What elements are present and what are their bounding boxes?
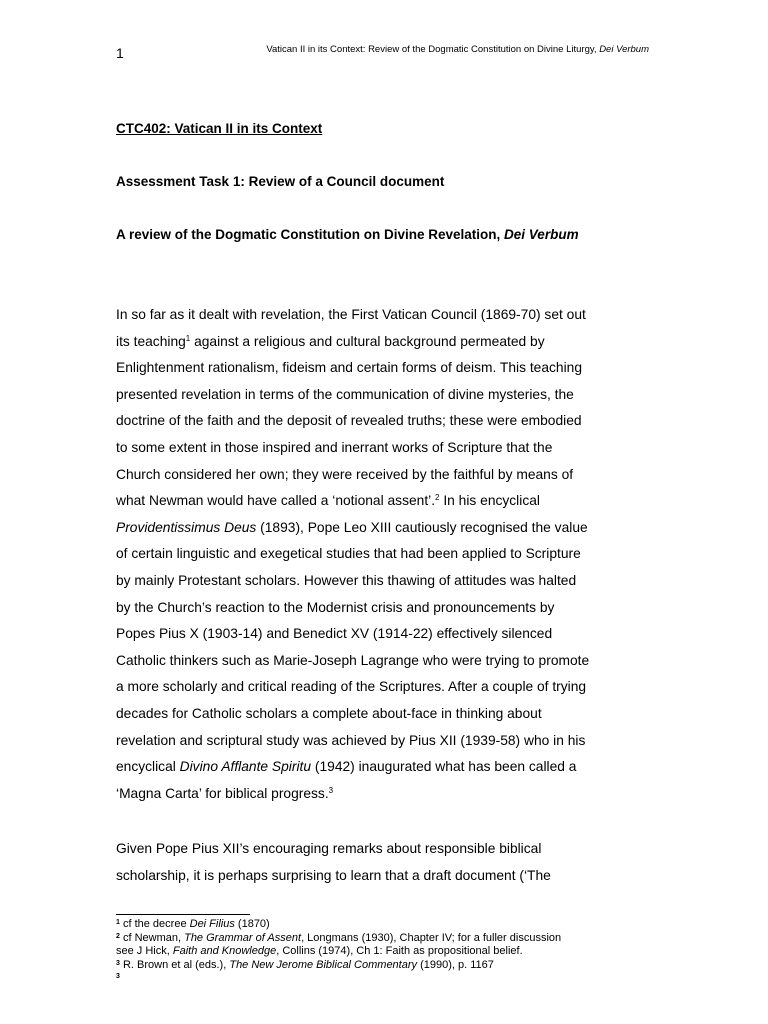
assessment-task-heading: Assessment Task 1: Review of a Council document — [116, 174, 445, 189]
footnote-1 — [116, 918, 561, 932]
running-header-text: Vatican II in its Context: Review of the Dogmatic Constitution on Divine Liturgy, — [266, 44, 600, 55]
text-line: Enlightenment rationalism, fideism and certain forms of deism. This teaching — [116, 360, 582, 376]
running-header-italic: Dei Verbum — [599, 44, 649, 55]
text-span: encyclical — [116, 759, 180, 775]
text-span: (1870) — [234, 918, 270, 930]
footnote-4 — [116, 972, 561, 986]
text-line: scholarship, it is perhaps surprising to learn that a draft document (‘The — [116, 867, 551, 883]
footnote-mark: 3 — [116, 973, 120, 981]
footnote-2-cont — [116, 945, 561, 959]
italic-title: The Grammar of Assent — [184, 931, 302, 944]
footnote-ref[interactable]: 2 — [435, 493, 440, 503]
footnote-separator — [116, 914, 250, 915]
text-line: In so far as it dealt with revelation, the First Vatican Council (1869-70) set out — [116, 307, 586, 322]
text-line: decades for Catholic scholars a complete about-face in thinking about — [116, 705, 542, 721]
text-span: , Longmans (1930), Chapter IV; for a fuller discussion — [301, 931, 562, 944]
text-line — [116, 329, 656, 356]
review-title-text: A review of the Dogmatic Constitution on Divine Revelation, — [116, 227, 505, 242]
text-span: (1942) inaugurated what has been called a — [311, 759, 577, 775]
footnote-ref[interactable]: 1 — [185, 333, 191, 343]
review-title-heading — [116, 227, 579, 242]
text-span: its teaching — [116, 333, 186, 349]
running-header — [266, 44, 649, 55]
footnote-3 — [116, 959, 561, 973]
text-line: by mainly Protestant scholars. However this thawing of attitudes was halted — [116, 572, 577, 588]
body-paragraph-2 — [116, 836, 656, 889]
text-span: against a religious and cultural background permeated by — [190, 333, 545, 349]
text-line — [116, 515, 656, 542]
footnote-mark: 1 — [116, 919, 120, 926]
text-line: Catholic thinkers such as Marie-Joseph Lagrange who were trying to promote — [116, 652, 590, 668]
text-line — [116, 781, 656, 808]
text-line: revelation and scriptural study was achieved by Pius XII (1939-58) who in his — [116, 732, 586, 748]
text-line: to some extent in those inspired and inerrant works of Scripture that the — [116, 439, 553, 455]
italic-title: Divino Afflante Spiritu — [179, 759, 312, 775]
text-line: Church considered her own; they were received by the faithful by means of — [116, 466, 574, 482]
text-line — [116, 754, 656, 781]
text-line — [116, 488, 656, 515]
footnote-mark: 3 — [116, 959, 120, 967]
text-span: R. Brown et al (eds.), — [119, 958, 230, 971]
text-span: (1893), Pope Leo XIII cautiously recognised the value — [256, 519, 588, 535]
page-number: 1 — [116, 45, 124, 61]
text-line: doctrine of the faith and the deposit of revealed truths; these were embodied — [116, 413, 582, 429]
text-line: a more scholarly and critical reading of the Scriptures. After a couple of trying — [116, 679, 587, 695]
text-span: cf the decree — [119, 918, 190, 930]
text-line: by the Church’s reaction to the Modernist crisis and pronouncements by — [116, 599, 555, 615]
italic-title: The New Jerome Biblical Commentary — [229, 958, 418, 971]
italic-title: Dei Filius — [189, 918, 235, 930]
text-span: what Newman would have called a ‘notional assent’. — [116, 493, 436, 509]
text-span: In his encyclical — [439, 493, 540, 509]
footnote-2 — [116, 932, 561, 946]
footnote-ref[interactable]: 3 — [328, 785, 334, 795]
text-line: Given Pope Pius XII’s encouraging remarks about responsible biblical — [116, 841, 542, 856]
italic-title: Faith and Knowledge — [172, 945, 277, 958]
text-span: cf Newman, — [119, 931, 185, 944]
text-span: (1990), p. 1167 — [417, 958, 494, 971]
course-heading: CTC402: Vatican II in its Context — [116, 121, 323, 136]
text-span: ‘Magna Carta’ for biblical progress. — [116, 785, 329, 801]
text-line: presented revelation in terms of the communication of divine mysteries, the — [116, 386, 574, 402]
text-line: Popes Pius X (1903-14) and Benedict XV (1914-22) effectively silenced — [116, 626, 553, 642]
footnotes — [116, 918, 561, 986]
text-span: , Collins (1974), Ch 1: Faith as propositional belief. — [276, 945, 523, 958]
text-line: of certain linguistic and exegetical studies that had been applied to Scripture — [116, 546, 581, 562]
italic-title: Providentissimus Deus — [116, 519, 257, 535]
footnote-mark: 2 — [116, 932, 120, 940]
text-span: see J Hick, — [116, 945, 173, 958]
body-paragraph-1 — [116, 302, 656, 807]
review-title-italic: Dei Verbum — [504, 227, 579, 242]
